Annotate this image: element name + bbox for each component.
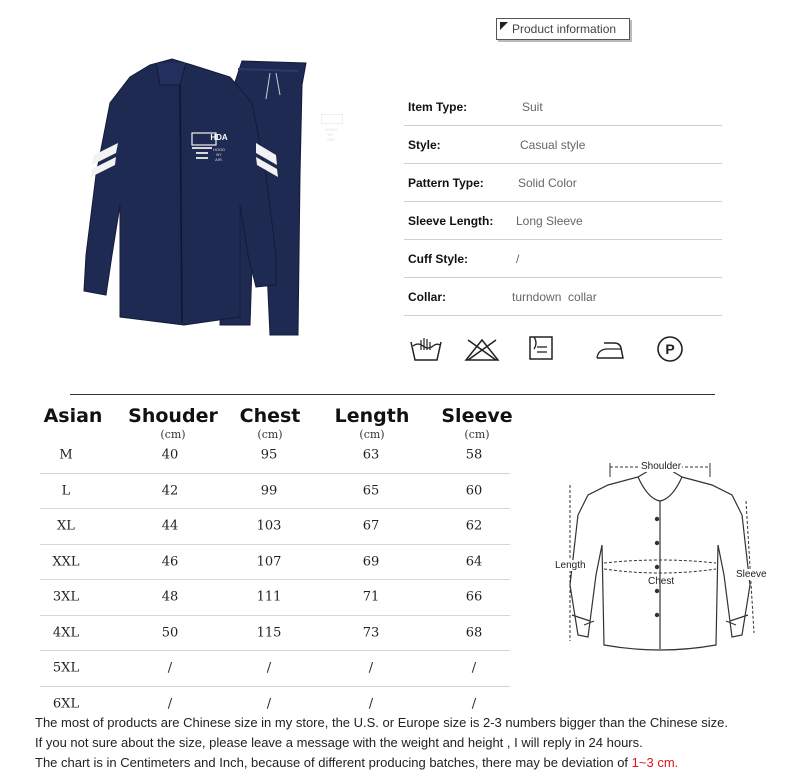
product-information-title: Product information	[512, 22, 617, 36]
deviation-highlight: 1~3 cm.	[631, 755, 679, 770]
size-value: 103	[256, 518, 282, 534]
section-divider	[70, 394, 715, 395]
no-bleach-icon	[464, 338, 500, 362]
size-value: 62	[465, 518, 483, 534]
info-row-cuff-style	[404, 240, 722, 278]
header-asian: Asian	[43, 405, 103, 427]
note-line-3	[35, 753, 775, 773]
size-row	[40, 474, 510, 510]
size-row	[40, 545, 510, 581]
info-value: Suit	[522, 99, 543, 114]
info-label: Cuff Style:	[408, 251, 468, 266]
size-value: 65	[362, 483, 380, 499]
size-value: 71	[362, 589, 380, 605]
header-shoulder: Shouder (cm)	[128, 405, 218, 441]
pants-logo: HDA	[321, 114, 343, 124]
size-value: 115	[256, 625, 282, 641]
diagram-label-sleeve: Sleeve	[736, 569, 767, 580]
size-value: 40	[161, 447, 179, 463]
measurement-diagram	[548, 455, 773, 655]
info-row-item-type	[404, 88, 722, 126]
info-label: Item Type:	[408, 99, 468, 114]
size-value: 95	[260, 447, 278, 463]
note-line-1: The most of products are Chinese size in my store, the U.S. or Europe size is 2-3 numbers bigger than the Chinese size.	[35, 715, 728, 730]
diagram-label-shoulder: Shoulder	[641, 461, 682, 472]
note-line-3-text: The chart is in Centimeters and Inch, because of different producing batches, there may be deviation of	[35, 755, 632, 770]
info-label: Style:	[408, 137, 441, 152]
info-label: Sleeve Length:	[408, 213, 494, 228]
header-sleeve: Sleeve (cm)	[441, 405, 513, 441]
size-row	[40, 509, 510, 545]
size-value: /	[167, 660, 173, 676]
info-row-pattern-type	[404, 164, 722, 202]
shirt-outline	[570, 469, 750, 650]
size-label: 4XL	[52, 625, 80, 641]
size-value: 64	[465, 554, 483, 570]
size-value: 67	[362, 518, 380, 534]
size-value: 107	[256, 554, 282, 570]
size-value: /	[167, 696, 173, 712]
pants-print-text: HOOD BY AIR.	[325, 127, 337, 142]
size-label: XL	[57, 518, 75, 534]
garment-logo: HDA	[210, 133, 228, 142]
size-label: XXL	[52, 554, 80, 570]
info-label: Pattern Type:	[408, 175, 484, 190]
hand-wash-icon	[409, 336, 443, 362]
diagram-label-chest: Chest	[648, 576, 675, 587]
product-info-table	[404, 88, 722, 316]
header-chest: Chest (cm)	[239, 405, 301, 441]
size-row	[40, 580, 510, 616]
size-label: L	[61, 483, 71, 499]
info-value: Long Sleeve	[516, 213, 583, 228]
size-value: /	[266, 696, 272, 712]
size-value: 48	[161, 589, 179, 605]
size-row	[40, 651, 510, 687]
info-value: turndown collar	[512, 289, 597, 304]
size-label: 6XL	[52, 696, 80, 712]
garment-print-text: HOOD BY AIR.	[213, 147, 225, 162]
dry-clean-p-icon	[656, 335, 684, 363]
size-value: 60	[465, 483, 483, 499]
size-value: 69	[362, 554, 380, 570]
size-value: /	[368, 696, 374, 712]
size-value: 44	[161, 518, 179, 534]
size-chart-body	[40, 438, 510, 721]
size-value: /	[471, 660, 477, 676]
info-value: Casual style	[520, 137, 586, 152]
size-notes	[35, 713, 775, 773]
size-value: 73	[362, 625, 380, 641]
size-label: M	[59, 447, 73, 463]
size-value: 46	[161, 554, 179, 570]
corner-marker-icon	[500, 22, 508, 30]
info-value: Solid Color	[518, 175, 577, 190]
size-value: /	[266, 660, 272, 676]
size-value: 50	[161, 625, 179, 641]
diagram-label-length: Length	[555, 560, 586, 571]
size-value: 58	[465, 447, 483, 463]
info-label: Collar:	[408, 289, 447, 304]
info-row-style	[404, 126, 722, 164]
product-image	[80, 55, 310, 340]
info-value: /	[516, 251, 520, 266]
size-label: 3XL	[52, 589, 80, 605]
product-information-badge	[496, 18, 630, 40]
header-length: Length (cm)	[334, 405, 410, 441]
size-value: /	[368, 660, 374, 676]
info-row-collar	[404, 278, 722, 316]
iron-icon	[594, 340, 626, 360]
size-value: 68	[465, 625, 483, 641]
tumble-dry-icon	[528, 335, 554, 361]
size-value: /	[471, 696, 477, 712]
size-value: 63	[362, 447, 380, 463]
note-line-2: If you not sure about the size, please leave a message with the weight and height , I will reply in 24 hours.	[35, 735, 643, 750]
size-label: 5XL	[52, 660, 80, 676]
size-value: 111	[256, 589, 282, 605]
size-row	[40, 616, 510, 652]
size-row	[40, 438, 510, 474]
info-row-sleeve-length	[404, 202, 722, 240]
svg-text:P: P	[665, 341, 675, 357]
size-value: 99	[260, 483, 278, 499]
size-value: 42	[161, 483, 179, 499]
size-value: 66	[465, 589, 483, 605]
